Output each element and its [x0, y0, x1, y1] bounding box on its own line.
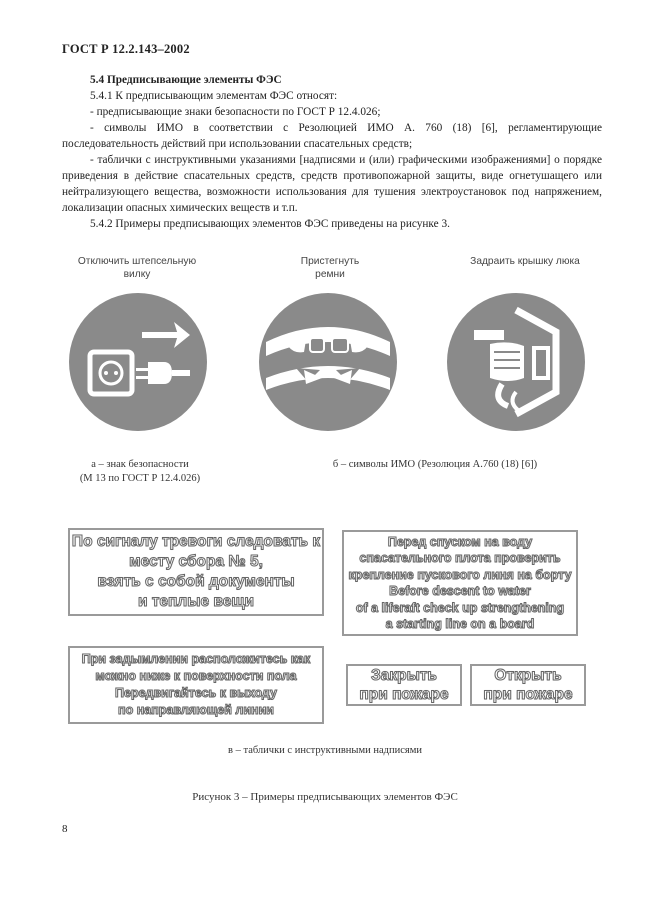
paragraph-5-4-1: 5.4.1 К предписывающим элементам ФЭС относят:	[90, 90, 338, 102]
list-item-3: - таблички с инструктивными указаниями [надписями и (или) графическими изображениями] о порядке приведения в действие спасательных средств, средств противопожарной защиты, виде огнетушащего или нейтрализующего вещества, возможности использования для тушения электроустановок под напряжением, локализации опасных химических веществ и т.п.	[62, 154, 602, 214]
section-text	[62, 72, 602, 232]
plate-alarm-assembly	[68, 528, 324, 616]
caption-a	[60, 458, 220, 486]
plate2-line: of a liferaft check up strengthening	[355, 600, 565, 615]
caption-b: б – символы ИМО (Резолюция А.760 (18) [6])	[332, 459, 538, 470]
figure-caption: Рисунок 3 – Примеры предписывающих элементов ФЭС	[192, 791, 458, 803]
plate-smoke-instructions	[68, 646, 324, 724]
paragraph-5-4-2: 5.4.2 Примеры предписывающих элементов ФЭС приведены на рисунке 3.	[90, 218, 450, 230]
list-item-1: - предписывающие знаки безопасности по ГОСТ Р 12.4.026;	[90, 106, 381, 118]
plate5-line: при пожаре	[483, 686, 573, 703]
plate-open-on-fire	[470, 664, 586, 706]
sign1-title: Отключить штепсельную вилку	[77, 256, 197, 280]
plate5-line: Открыть	[494, 667, 562, 684]
plate-liferaft-check	[342, 530, 578, 636]
plate4-line: Закрыть	[371, 667, 437, 684]
sign3-title: Задраить крышку люка	[470, 256, 580, 267]
list-item-2: - символы ИМО в соответствии с Резолюцией ИМО А. 760 (18) [6], регламентирующие последовательность действий при использовании спасательных средств;	[62, 122, 602, 150]
section-heading: 5.4 Предписывающие элементы ФЭС	[90, 74, 282, 86]
plate4-line: при пожаре	[359, 686, 449, 703]
plate2-line: Перед спуском на воду	[387, 534, 533, 549]
plate2-line: спасательного плота проверить	[359, 551, 561, 565]
plate2-line: крепление пускового линя на борту	[348, 567, 572, 582]
plate1-line: месту сбора № 5,	[129, 553, 263, 570]
plate1-line: По сигналу тревоги следовать к	[71, 533, 321, 550]
plate2-line: a starting line on a board	[385, 617, 535, 631]
sign2-title: Пристегнуть ремни	[300, 256, 360, 280]
caption-a-line2: (М 13 по ГОСТ Р 12.4.026)	[79, 473, 201, 484]
unplug-sign-icon	[68, 292, 208, 432]
document-header: ГОСТ Р 12.2.143–2002	[62, 42, 190, 56]
caption-a-line1: а – знак безопасности	[91, 459, 189, 470]
plate1-line: и теплые вещи	[138, 593, 254, 610]
plate-close-on-fire	[346, 664, 462, 706]
plate3-line: можно ниже к поверхности пола	[95, 669, 297, 683]
caption-c: в – таблички с инструктивными надписями	[228, 745, 422, 756]
plate2-line: Before descent to water	[389, 584, 531, 598]
fasten-belts-sign-icon	[258, 292, 398, 432]
plate3-line: по направляющей линии	[118, 703, 274, 717]
plate1-line: взять с собой документы	[97, 573, 295, 590]
page-number: 8	[62, 823, 68, 835]
plate3-line: Передвигайтесь к выходу	[115, 686, 277, 700]
plate3-line: При задымлении расположитесь как	[81, 652, 311, 666]
seal-hatch-sign-icon	[446, 292, 586, 432]
